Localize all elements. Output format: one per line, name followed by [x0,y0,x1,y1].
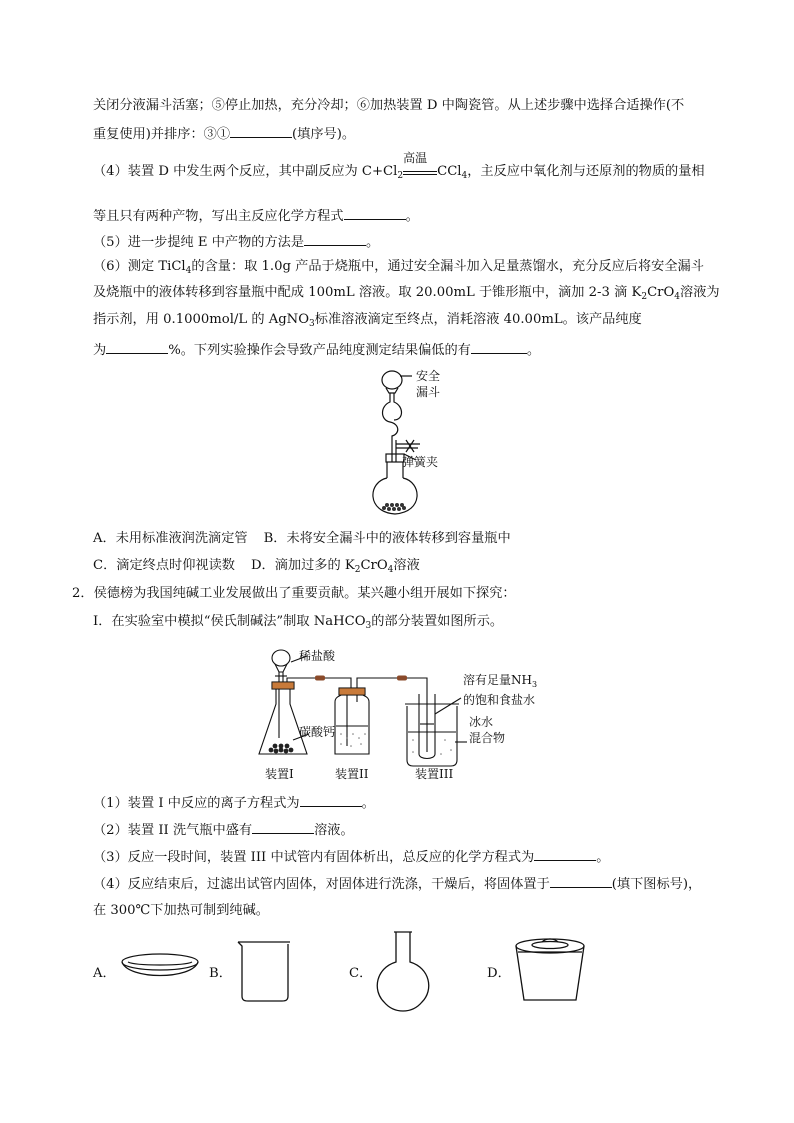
q1-part6-line2 [93,284,720,302]
answer-blank[interactable] [304,232,366,246]
q1-options-row2 [93,557,420,575]
subscript: 4 [185,266,192,276]
choice-b-label[interactable]: B． [209,966,232,981]
device-1-label: 装置I [265,767,294,781]
text: （6）测定 TiCl [93,259,186,274]
subscript: 3 [365,621,372,631]
text: 侯德榜为我国纯碱工业发展做出了重要贡献。某兴趣小组开展如下探究： [93,586,516,601]
caco3-label: 碳酸钙 [299,725,336,739]
text: （4）装置 D 中发生两个反应，其中副反应为 C+Cl [93,164,398,179]
subscript: 2 [641,292,648,302]
option-b[interactable]: B．未将安全漏斗中的液体转移到容量瓶中 [263,531,511,546]
text: 重复使用)并排序：③① [93,127,231,142]
text: %。下列实验操作会导致产品纯度测定结果偏低的有 [168,343,471,358]
text: 指示剂，用 0.1000mol/L 的 AgNO [93,312,310,327]
choice-d-label[interactable]: D． [487,966,511,981]
text: （2）装置 II 洗气瓶中盛有 [93,823,253,838]
option-a[interactable]: A．未用标准液润洗滴定管 [93,531,248,546]
answer-blank[interactable] [230,124,292,138]
subscript: 2 [397,171,404,181]
text: 溶有足量NH [463,673,532,687]
q1-step-text-line2 [93,124,355,144]
text: (填序号)。 [292,127,356,142]
text: CCl [437,164,462,179]
condition-label: 高温 [403,151,428,165]
subscript: 4 [387,565,394,575]
safety-funnel-flask-figure [360,362,470,522]
device-3-label: 装置III [415,767,454,781]
q2-part1 [93,613,503,631]
text: （4）反应结束后，过滤出试管内固体，对固体进行洗涤，干燥后，将固体置于 [93,877,550,892]
question-number: 2． [72,586,94,601]
q1-part4-line2 [93,206,419,226]
subscript: 4 [461,171,468,181]
q1-part6-line3 [93,311,642,329]
hcl-label: 稀盐酸 [299,649,336,663]
text: 。 [596,850,610,865]
q2-sub4-line2 [93,902,269,920]
subscript: 3 [309,319,315,329]
ice-water-label-2: 混合物 [469,731,506,745]
hou-process-apparatus-figure [255,642,555,784]
answer-blank[interactable] [471,340,527,354]
crucible-with-lid-icon[interactable] [508,932,592,1008]
answer-blank[interactable] [106,340,168,354]
subscript: 3 [531,680,538,689]
q2-sub3 [93,847,609,867]
reaction-condition-arrow [403,151,437,181]
text: 。 [526,343,541,358]
q1-part6-line1 [93,258,704,276]
q2-sub2 [93,820,354,840]
text: 。 [405,209,419,224]
text: （5）进一步提纯 E 中产物的方法是 [93,235,305,250]
text: ，主反应中氧化剂与还原剂的物质的量相 [467,164,705,179]
answer-blank[interactable] [300,793,362,807]
q1-step-text-line1 [93,97,684,115]
answer-blank[interactable] [344,206,406,220]
text: 及烧瓶中的液体转移到容量瓶中配成 100mL 溶液。取 20.00mL 于锥形瓶中，滴加 2-3 滴 K [93,285,642,300]
q2-intro [72,585,516,603]
text: 溶液。 [314,823,354,838]
text: I．在实验室中模拟“侯氏制碱法”制取 NaHCO [93,614,366,629]
text: (填下图标号)， [611,877,702,892]
text: 标准溶液滴定至终点，消耗溶液 40.00mL。该产品纯度 [314,312,642,327]
text: 。 [366,235,380,250]
text: （1）装置 I 中反应的离子方程式为 [93,796,300,811]
ice-water-label-1: 冰水 [469,715,494,729]
nh3-brine-label-2: 的饱和食盐水 [463,693,536,707]
funnel-label-line1: 安全 [416,369,441,383]
round-bottom-flask-icon[interactable] [368,928,438,1016]
q1-part4-line1 [93,151,705,181]
text: CrO [647,285,675,300]
q2-sub1 [93,793,375,813]
evaporating-dish-icon[interactable] [116,948,206,988]
q1-part5 [93,232,379,252]
answer-blank[interactable] [534,847,596,861]
option-d[interactable] [251,558,420,573]
q1-part6-line4 [93,340,540,360]
subscript: 4 [674,292,681,302]
clamp-label: 弹簧夹 [402,455,439,469]
text: CrO [360,558,388,573]
answer-blank[interactable] [550,874,612,888]
q2-sub4-line1 [93,874,701,894]
text: D．滴加过多的 K [250,558,355,573]
text: 溶液 [393,558,420,573]
text: 在 300℃下加热可制到纯碱。 [93,903,269,918]
device-2-label: 装置II [335,767,369,781]
beaker-icon[interactable] [234,938,296,1004]
funnel-label-line2: 漏斗 [416,385,441,399]
text: 。 [361,796,375,811]
answer-blank[interactable] [252,820,314,834]
choice-a-label[interactable]: A． [93,966,116,981]
choice-c-label[interactable]: C． [349,966,373,981]
text: 为 [93,343,107,358]
q1-options-row1 [93,530,511,548]
option-c[interactable]: C．滴定终点时仰视读数 [93,558,235,573]
text: 的部分装置如图所示。 [371,614,504,629]
text: （3）反应一段时间，装置 III 中试管内有固体析出，总反应的化学方程式为 [93,850,535,865]
subscript: 2 [354,565,361,575]
text: 的含量：取 1.0g 产品于烧瓶中，通过安全漏斗加入足量蒸馏水，充分反应后将安全漏斗 [191,259,704,274]
text: 溶液为 [680,285,720,300]
nh3-brine-label-1 [463,672,537,689]
text: 等且只有两种产物，写出主反应化学方程式 [93,209,344,224]
text: 关闭分液漏斗活塞；⑤停止加热，充分冷却；⑥加热装置 D 中陶瓷管。从上述步骤中选择合适操作(不 [93,98,685,113]
